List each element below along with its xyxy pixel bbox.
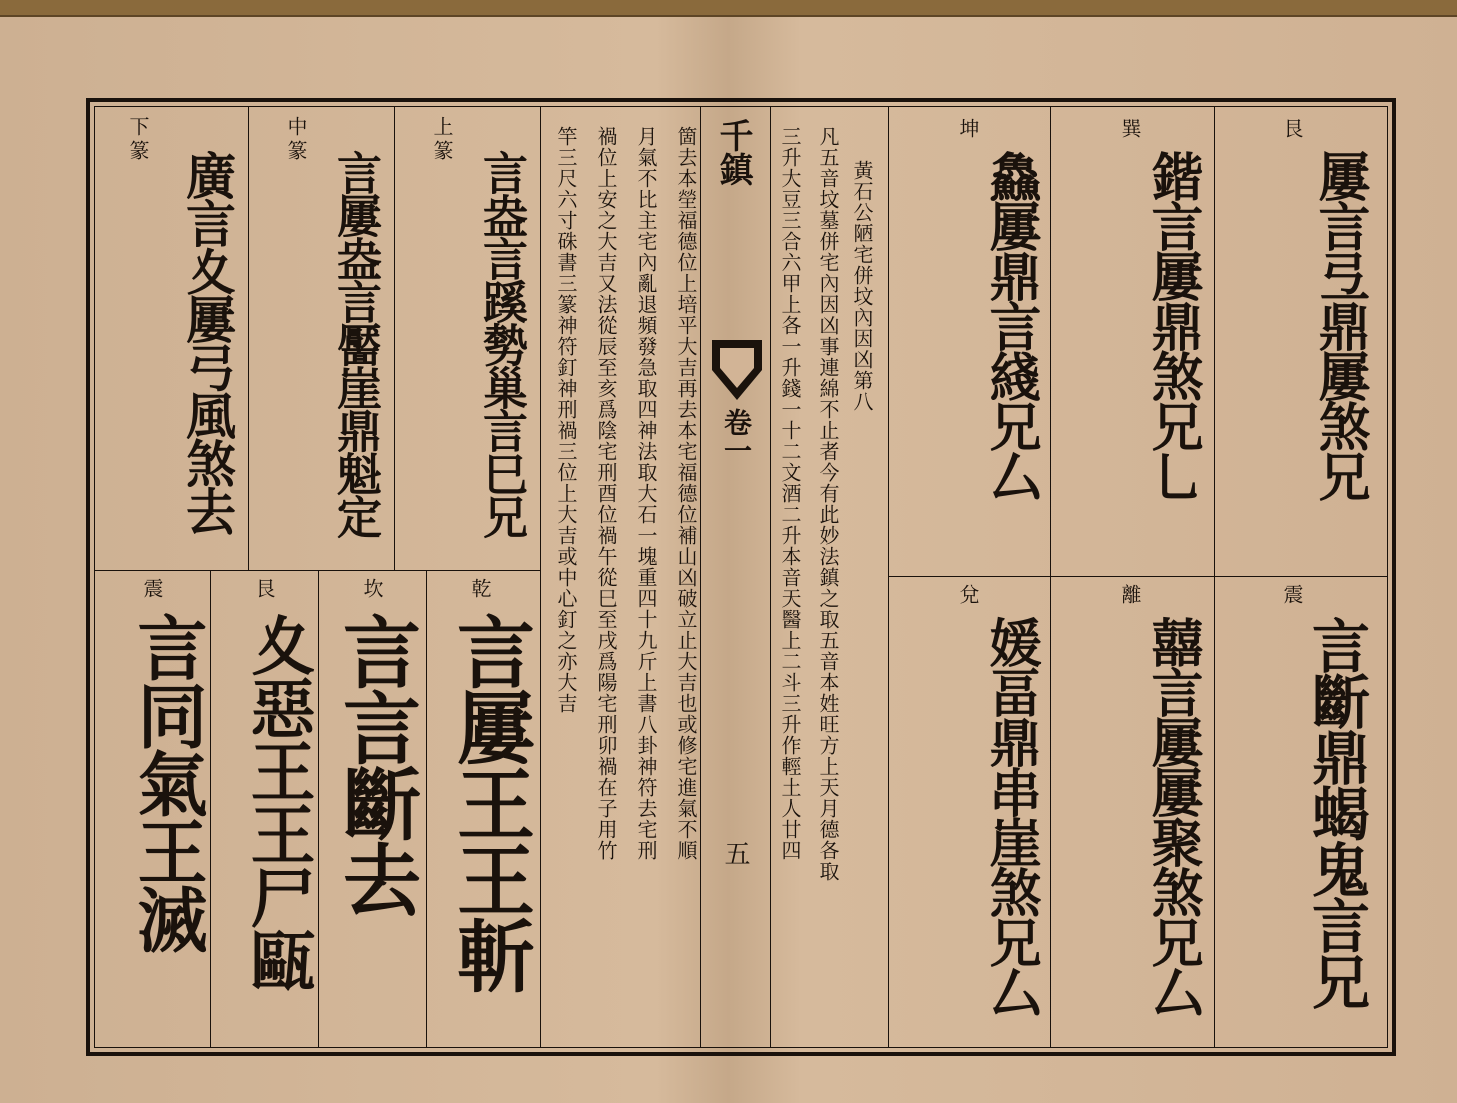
text-column: 凡五音坟墓併宅內因凶事連綿不止者今有此妙法鎮之取五音本姓旺方上天月德各取 <box>816 126 840 882</box>
column-label: 中篆 <box>284 116 308 164</box>
column-label: 離 <box>1118 584 1142 608</box>
column-label: 巽 <box>1118 118 1142 142</box>
talisman-glyphs: 廣言夊屢弓風煞去 <box>178 150 236 534</box>
talisman-glyphs: 囍言屢屢聚煞兄厶 <box>1142 616 1202 1016</box>
column-label: 兌 <box>956 584 980 608</box>
divider <box>394 107 395 570</box>
column-label: 下篆 <box>126 116 150 164</box>
talisman-glyphs: 屢言弖鼎屢煞兄 <box>1309 150 1369 500</box>
margin-volume: 卷一 <box>720 408 753 464</box>
page-number: 五 <box>720 840 750 866</box>
divider <box>540 107 541 1047</box>
divider <box>210 570 211 1047</box>
talisman-glyphs: 媛畐鼎串崖煞兄厶 <box>980 616 1040 1016</box>
column-label: 艮 <box>252 578 276 602</box>
margin-title: 千鎮 <box>713 118 753 186</box>
talisman-glyphs: 言屢王王斬 <box>444 612 534 992</box>
talisman-glyphs: 言盎言蹊勢巢言巳兄 <box>475 150 528 537</box>
column-label: 震 <box>1280 584 1304 608</box>
talisman-glyphs: 言屢盎言靨崖鼎魁定 <box>329 150 382 537</box>
divider <box>426 570 427 1047</box>
text-column: 三升大豆三合六甲上各一升錢一十二文酒二升本音天醫上二斗三升作輕土人廿四 <box>778 126 802 861</box>
divider <box>248 107 249 570</box>
text-column: 竿三尺六寸硃書三篆神符釘神刑禍三位上大吉或中心釘之亦大吉 <box>554 126 578 714</box>
text-column: 箇去本塋福德位上培平大吉再去本宅福德位補山凶破立止大吉也或修宅進氣不順 <box>674 126 698 861</box>
column-label: 艮 <box>1280 118 1304 142</box>
column-label: 乾 <box>468 578 492 602</box>
column-label: 震 <box>140 578 164 602</box>
divider <box>1050 107 1051 1047</box>
divider <box>888 107 889 1047</box>
divider <box>318 570 319 1047</box>
talisman-glyphs: 夊惡王王尸甌 <box>239 612 314 990</box>
fish-tail-mark-icon <box>712 340 762 400</box>
divider <box>889 576 1387 577</box>
talisman-glyphs: 鍇言屢鼎煞兄乚 <box>1142 150 1202 500</box>
talisman-glyphs: 言同氣王滅 <box>126 612 208 952</box>
divider <box>770 107 771 1047</box>
talisman-glyphs: 鱻屢鼎言綫兄厶 <box>980 150 1040 500</box>
column-label: 坤 <box>956 118 980 142</box>
text-column: 月氣不比主宅內亂退頻發急取四神法取大石一塊重四十九斤上書八卦神符去宅刑 <box>634 126 658 861</box>
text-column: 禍位上安之大吉又法從辰至亥爲陰宅刑酉位禍午從巳至戌爲陽宅刑卯禍在子用竹 <box>594 126 618 861</box>
text-column: 黃石公陋宅併坟內因凶第八 <box>850 160 874 412</box>
divider <box>1214 107 1215 1047</box>
top-bar <box>0 0 1457 17</box>
talisman-glyphs: 言言斷去 <box>330 612 420 916</box>
column-label: 坎 <box>360 578 384 602</box>
talisman-glyphs: 言斷鼎蝎鬼言兄 <box>1302 616 1370 1008</box>
column-label: 上篆 <box>430 116 454 164</box>
divider <box>700 107 701 1047</box>
